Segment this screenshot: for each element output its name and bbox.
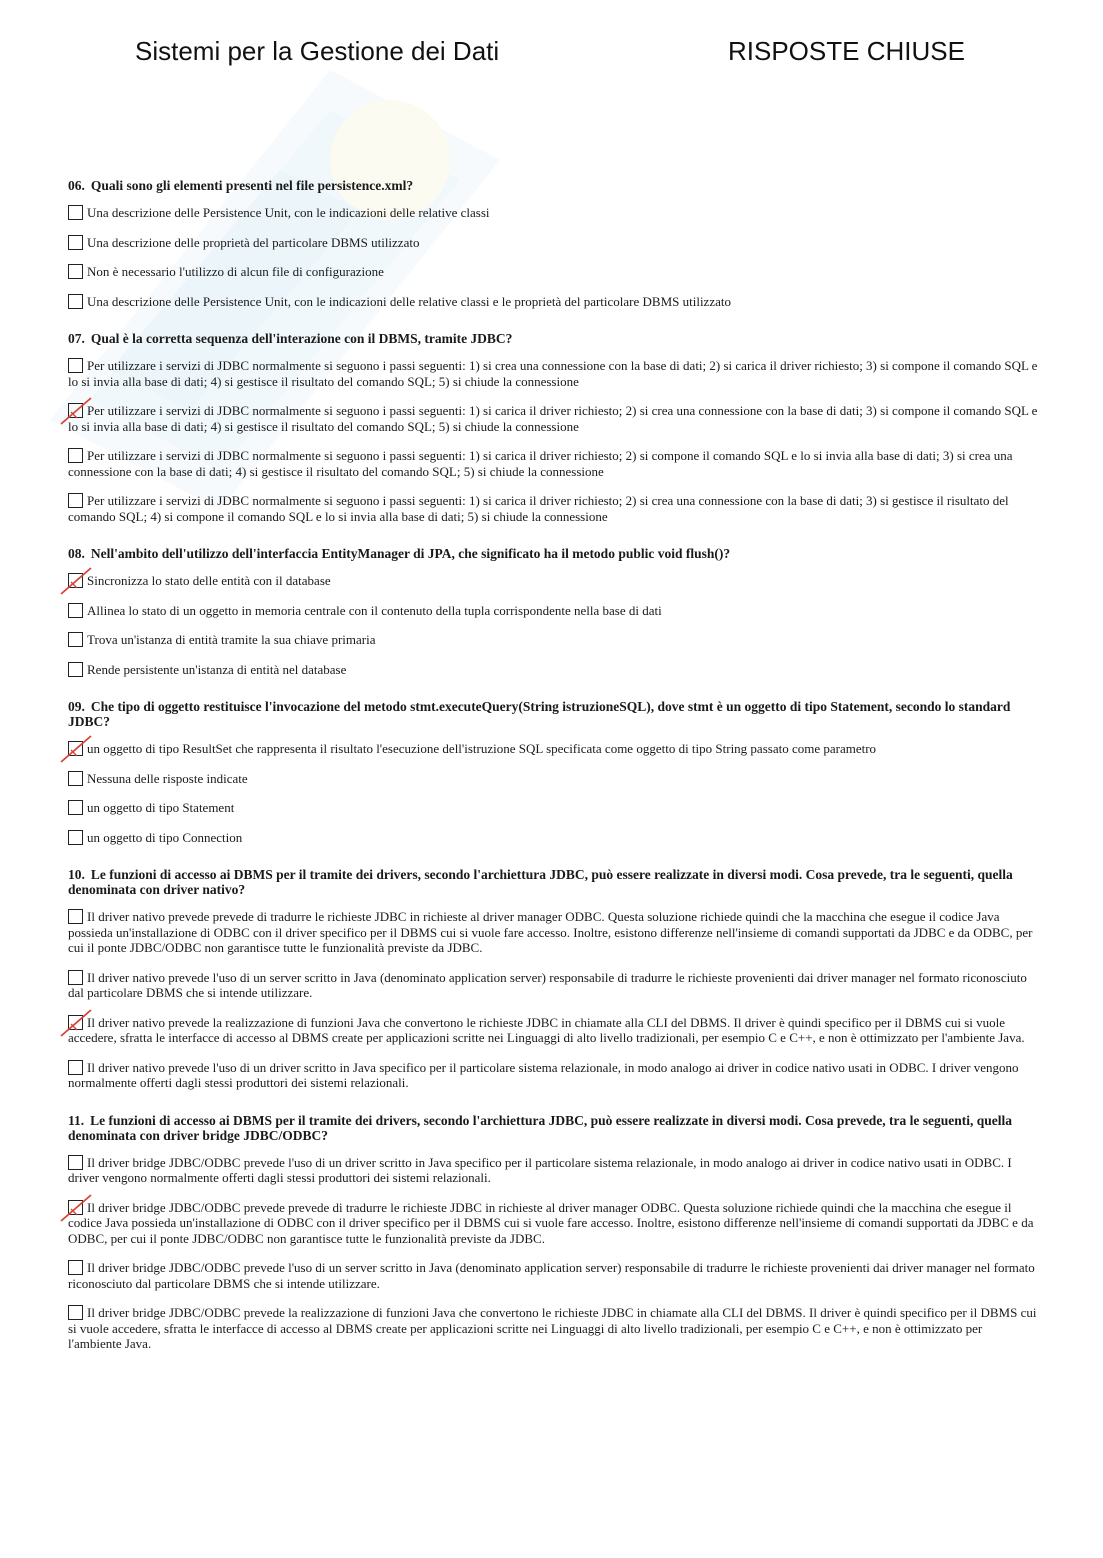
answer-text: Per utilizzare i servizi di JDBC normalmente si seguono i passi seguenti: 1) si carica il driver richiesto; 2) si crea una connessione con la base di dati; 3) si gestisce il risultato del comando SQL; 4) si compone il comando SQL e lo si invia alla base di dati; 5) si chiude la connessione — [68, 493, 1009, 524]
answer-checkbox[interactable] — [68, 1260, 83, 1275]
answer-text: un oggetto di tipo ResultSet che rappresenta il risultato l'esecuzione dell'istruzione SQL specificata come oggetto di tipo String passato come parametro — [87, 741, 877, 756]
question-block — [68, 867, 1038, 1091]
answer-option[interactable] — [68, 403, 1038, 434]
answer-checkbox[interactable] — [68, 358, 83, 373]
page-header — [0, 36, 1103, 72]
answer-checkbox[interactable] — [68, 205, 83, 220]
answer-text: Una descrizione delle proprietà del particolare DBMS utilizzato — [87, 234, 420, 250]
question-number: 09. — [68, 699, 85, 714]
answer-checkbox[interactable] — [68, 771, 83, 786]
question-title — [68, 178, 1038, 193]
answer-option[interactable] — [68, 632, 1038, 648]
answer-text: Rende persistente un'istanza di entità nel database — [87, 661, 347, 677]
answer-option[interactable] — [68, 909, 1038, 956]
answer-text: Il driver bridge JDBC/ODBC prevede l'uso di un driver scritto in Java specifico per il particolare sistema relazionale, in modo analogo ai driver in codice nativo usati in ODBC. I driver vengono normalmente offerti dagli stessi produttori dei sistemi relazionali. — [68, 1154, 1012, 1185]
question-title — [68, 331, 1038, 346]
answer-option[interactable] — [68, 771, 1038, 787]
answer-text: Il driver bridge JDBC/ODBC prevede prevede di tradurre le richieste JDBC in richieste al driver manager ODBC. Questa soluzione richiede quindi che la macchina che esegue il codice Java possieda un'installazione di ODBC con il driver specifico per il DBMS cui si vuole fare accesso. Inoltre, esistono differenze nell'insieme di comandi supportati da JDBC e da ODBC, per cui il ponte JDBC/ODBC non garantisce tutte le funzionalità previste da JDBC. — [68, 1199, 1034, 1246]
answer-checkbox[interactable] — [68, 1200, 83, 1215]
question-title — [68, 546, 1038, 561]
answer-option[interactable] — [68, 294, 1038, 310]
answer-option[interactable] — [68, 1200, 1038, 1247]
answer-option[interactable] — [68, 970, 1038, 1001]
answer-checkbox[interactable] — [68, 1305, 83, 1320]
answer-option[interactable] — [68, 448, 1038, 479]
answer-checkbox[interactable] — [68, 573, 83, 588]
answer-text: Trova un'istanza di entità tramite la sua chiave primaria — [87, 632, 376, 647]
answer-checkbox[interactable] — [68, 800, 83, 815]
answer-text: Allinea lo stato di un oggetto in memoria centrale con il contenuto della tupla corrispondente nella base di dati — [87, 602, 662, 618]
answer-text: Non è necessario l'utilizzo di alcun file di configurazione — [87, 264, 384, 279]
question-number: 06. — [68, 178, 85, 193]
answer-text: un oggetto di tipo Statement — [87, 800, 235, 815]
answer-checkbox[interactable] — [68, 264, 83, 279]
question-list — [68, 178, 1038, 1374]
question-block — [68, 331, 1038, 524]
answer-option[interactable] — [68, 493, 1038, 524]
answer-checkbox[interactable] — [68, 1015, 83, 1030]
answer-checkbox[interactable] — [68, 830, 83, 845]
section-title: RISPOSTE CHIUSE — [728, 36, 965, 66]
question-number: 11. — [68, 1112, 85, 1128]
answer-text: Una descrizione delle Persistence Unit, con le indicazioni delle relative classi — [87, 205, 490, 220]
answer-option[interactable] — [68, 1305, 1038, 1352]
question-block — [68, 178, 1038, 309]
question-text: Qual è la corretta sequenza dell'interazione con il DBMS, tramite JDBC? — [90, 331, 513, 346]
answer-option[interactable] — [68, 800, 1038, 816]
question-number: 07. — [68, 331, 85, 346]
answer-checkbox[interactable] — [68, 448, 83, 463]
question-block — [68, 546, 1038, 677]
answer-text: Il driver nativo prevede l'uso di un driver scritto in Java specifico per il particolare sistema relazionale, in modo analogo ai driver in codice nativo usati in ODBC. I driver vengono normalmente offerti dagli stessi produttori dei sistemi relazionali. — [68, 1059, 1019, 1090]
answer-option[interactable] — [68, 662, 1038, 678]
answer-text: Il driver bridge JDBC/ODBC prevede la realizzazione di funzioni Java che convertono le richieste JDBC in chiamate alla CLI del DBMS. Il driver è quindi specifico per il DBMS cui si vuole accedere, sfratta le interfacce di accesso al DBMS create per applicazioni scritte nei Linguaggi di alto livello tradizionali, per esempio C e C++, e non è ottimizzato per l'ambiente Java. — [68, 1305, 1037, 1351]
answer-checkbox[interactable] — [68, 662, 83, 677]
answer-text: Per utilizzare i servizi di JDBC normalmente si seguono i passi seguenti: 1) si carica il driver richiesto; 2) si crea una connessione con la base di dati; 3) si compone il comando SQL e lo si invia alla base di dati; 4) si gestisce il risultato del comando SQL; 5) si chiude la connessione — [68, 403, 1038, 434]
answer-checkbox[interactable] — [68, 632, 83, 647]
question-text: Nell'ambito dell'utilizzo dell'interfaccia EntityManager di JPA, che significato ha il metodo public void flush()? — [90, 546, 731, 561]
answer-option[interactable] — [68, 205, 1038, 221]
answer-text: Per utilizzare i servizi di JDBC normalmente si seguono i passi seguenti: 1) si carica il driver richiesto; 2) si compone il comando SQL e lo si invia alla base di dati; 3) si crea una connessione con la base di dati; 4) si gestisce il risultato del comando SQL; 5) si chiude la connessione — [68, 448, 1013, 479]
answer-option[interactable] — [68, 603, 1038, 619]
answer-text: Il driver bridge JDBC/ODBC prevede l'uso di un server scritto in Java (denominato application server) responsabile di tradurre le richieste provenienti dai driver manager nel formato riconosciuto dal particolare DBMS che si intende utilizzare. — [68, 1260, 1035, 1291]
answer-checkbox[interactable] — [68, 1060, 83, 1075]
answer-option[interactable] — [68, 235, 1038, 251]
question-number: 10. — [68, 867, 85, 882]
answer-text: Il driver nativo prevede prevede di tradurre le richieste JDBC in richieste al driver manager ODBC. Questa soluzione richiede quindi che la macchina che esegue il codice Java possieda un'installazione di ODBC con il driver specifico per il DBMS cui si vuole fare accesso. Inoltre, esistono differenze nell'insieme di comandi supportati da JDBC e da ODBC, per cui il ponte JDBC/ODBC non garantisce tutte le funzionalità previste da JDBC. — [68, 909, 1033, 955]
question-number: 08. — [68, 546, 85, 561]
answer-text: Una descrizione delle Persistence Unit, con le indicazioni delle relative classi e le proprietà del particolare DBMS utilizzato — [87, 293, 731, 309]
question-text: Quali sono gli elementi presenti nel file persistence.xml? — [90, 178, 414, 193]
answer-text: Per utilizzare i servizi di JDBC normalmente si seguono i passi seguenti: 1) si crea una connessione con la base di dati; 2) si carica il driver richiesto; 3) si compone il comando SQL e lo si invia alla base di dati; 4) si gestisce il risultato del comando SQL; 5) si chiude la connessione — [68, 358, 1038, 389]
answer-option[interactable] — [68, 358, 1038, 389]
question-block — [68, 699, 1038, 845]
answer-option[interactable] — [68, 830, 1038, 846]
question-title — [68, 699, 1038, 729]
question-text: Le funzioni di accesso ai DBMS per il tramite dei drivers, secondo l'archiettura JDBC, può essere realizzate in diversi modi. Cosa prevede, tra le seguenti, quella denominata con driver nativo? — [68, 867, 1013, 897]
answer-option[interactable] — [68, 264, 1038, 280]
answer-option[interactable] — [68, 741, 1038, 757]
answer-option[interactable] — [68, 1015, 1038, 1046]
course-title: Sistemi per la Gestione dei Dati — [135, 36, 500, 66]
answer-text: Il driver nativo prevede la realizzazione di funzioni Java che convertono le richieste JDBC in chiamate alla CLI del DBMS. Il driver è quindi specifico per il DBMS cui si vuole accedere, sfratta le interfacce di accesso al DBMS create per applicazioni scritte nei Linguaggi di alto livello tradizionali, per esempio C e C++, e non è ottimizzato per l'ambiente Java. — [68, 1014, 1025, 1045]
question-text: Che tipo di oggetto restituisce l'invocazione del metodo stmt.executeQuery(String istruzioneSQL), dove stmt è un oggetto di tipo Statement, secondo lo standard JDBC? — [68, 699, 1011, 729]
question-text: Le funzioni di accesso ai DBMS per il tramite dei drivers, secondo l'archiettura JDBC, può essere realizzate in diversi modi. Cosa prevede, tra le seguenti, quella denominata con driver bridge JDBC/ODBC? — [68, 1112, 1013, 1143]
answer-text: Nessuna delle risposte indicate — [87, 770, 248, 786]
question-title — [68, 867, 1038, 897]
answer-checkbox[interactable] — [68, 741, 83, 756]
answer-checkbox[interactable] — [68, 493, 83, 508]
question-title — [68, 1113, 1038, 1143]
answer-text: Il driver nativo prevede l'uso di un server scritto in Java (denominato application server) responsabile di tradurre le richieste provenienti dai driver manager nel formato riconosciuto dal particolare DBMS che si intende utilizzare. — [68, 969, 1027, 1000]
answer-checkbox[interactable] — [68, 1155, 83, 1170]
answer-text: Sincronizza lo stato delle entità con il database — [87, 573, 331, 588]
answer-checkbox[interactable] — [68, 403, 83, 418]
answer-checkbox[interactable] — [68, 603, 83, 618]
answer-option[interactable] — [68, 1060, 1038, 1091]
answer-option[interactable] — [68, 573, 1038, 589]
answer-option[interactable] — [68, 1155, 1038, 1186]
answer-text: un oggetto di tipo Connection — [87, 829, 243, 845]
answer-checkbox[interactable] — [68, 909, 83, 924]
answer-checkbox[interactable] — [68, 970, 83, 985]
answer-checkbox[interactable] — [68, 235, 83, 250]
question-block — [68, 1113, 1038, 1352]
answer-option[interactable] — [68, 1260, 1038, 1291]
answer-checkbox[interactable] — [68, 294, 83, 309]
